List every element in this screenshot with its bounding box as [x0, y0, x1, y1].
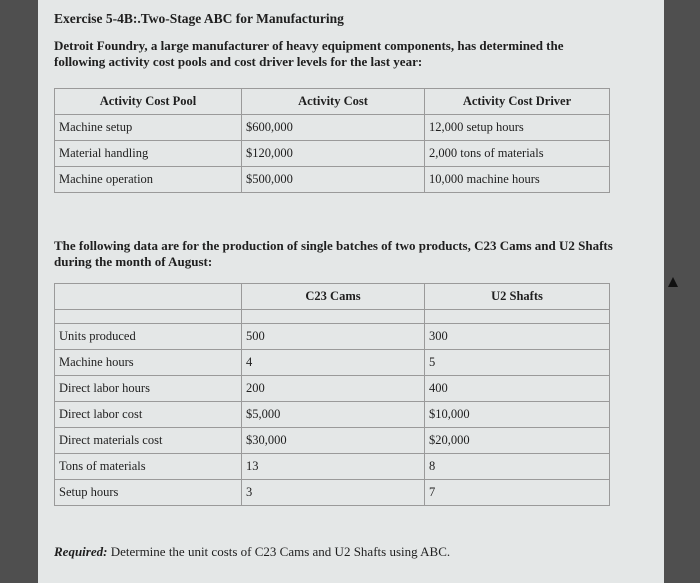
cell: 7 [425, 480, 610, 506]
col-header-driver: Activity Cost Driver [425, 89, 610, 115]
cell: Material handling [55, 141, 242, 167]
cell: Units produced [55, 324, 242, 350]
product-data-table [54, 283, 610, 506]
cell: 10,000 machine hours [425, 167, 610, 193]
required-instruction [54, 544, 450, 560]
cell: 200 [242, 376, 425, 402]
cell: 8 [425, 454, 610, 480]
cell: Machine setup [55, 115, 242, 141]
intro-paragraph: Detroit Foundry, a large manufacturer of heavy equipment components, has determined the following activity cost pools and cost driver levels for the last year: [54, 38, 564, 69]
table-row [55, 141, 610, 167]
required-text: Determine the unit costs of C23 Cams and U2 Shafts using ABC. [107, 544, 451, 559]
col-header-cost: Activity Cost [242, 89, 425, 115]
cell: 4 [242, 350, 425, 376]
table-row [55, 454, 610, 480]
cell: 500 [242, 324, 425, 350]
mouse-cursor-icon [668, 277, 678, 287]
col-header-c23: C23 Cams [242, 284, 425, 310]
col-header-u2: U2 Shafts [425, 284, 610, 310]
cell: 3 [242, 480, 425, 506]
table-row [55, 115, 610, 141]
table-row [55, 350, 610, 376]
document-page [38, 0, 664, 583]
cell: Machine hours [55, 350, 242, 376]
table-row [55, 428, 610, 454]
cell: 300 [425, 324, 610, 350]
cell: Tons of materials [55, 454, 242, 480]
cell: $5,000 [242, 402, 425, 428]
cell: 5 [425, 350, 610, 376]
cell: $120,000 [242, 141, 425, 167]
cell: Machine operation [55, 167, 242, 193]
cell: $30,000 [242, 428, 425, 454]
col-header-pool: Activity Cost Pool [55, 89, 242, 115]
cell: Direct labor hours [55, 376, 242, 402]
table-row [55, 376, 610, 402]
cell: Direct materials cost [55, 428, 242, 454]
cell: 400 [425, 376, 610, 402]
table-row [55, 324, 610, 350]
cell: Direct labor cost [55, 402, 242, 428]
cell: $500,000 [242, 167, 425, 193]
cell: 2,000 tons of materials [425, 141, 610, 167]
table-row [55, 402, 610, 428]
cell: 12,000 setup hours [425, 115, 610, 141]
data-paragraph: The following data are for the production of single batches of two products, C23 Cams and U2 Shafts during the month of August: [54, 238, 613, 269]
col-header-blank [55, 284, 242, 310]
activity-cost-table [54, 88, 610, 193]
exercise-title: Exercise 5-4B:.Two-Stage ABC for Manufacturing [54, 11, 344, 26]
cell: $10,000 [425, 402, 610, 428]
cell: $20,000 [425, 428, 610, 454]
required-label: Required: [54, 544, 108, 559]
table-row [55, 480, 610, 506]
cell: 13 [242, 454, 425, 480]
table-row [55, 167, 610, 193]
cell: $600,000 [242, 115, 425, 141]
cell: Setup hours [55, 480, 242, 506]
